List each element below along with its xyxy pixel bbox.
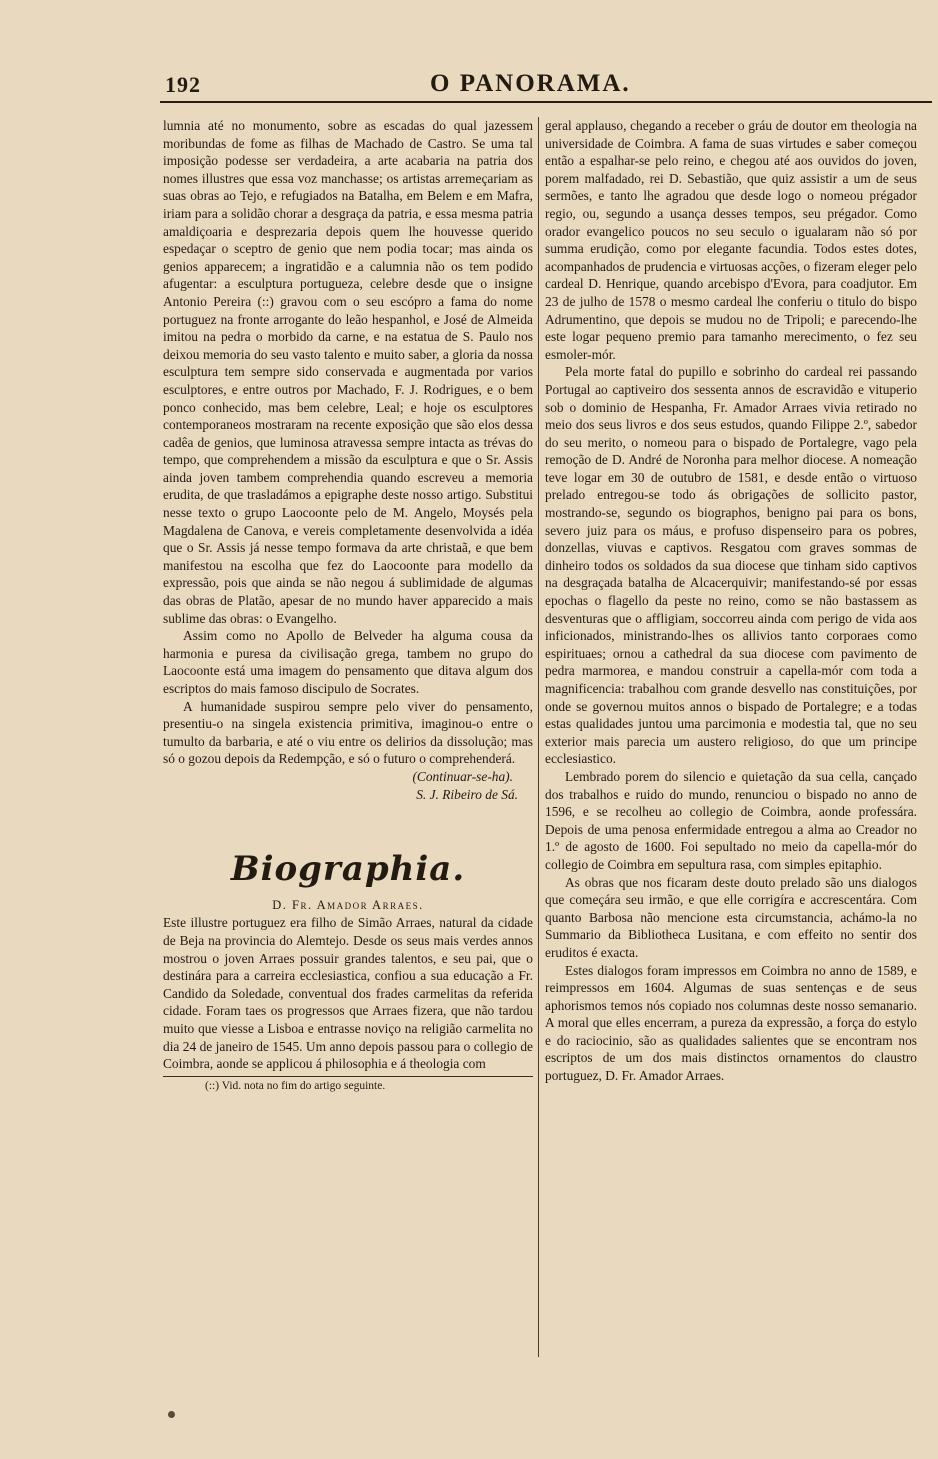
left-column [163,117,533,1093]
footnote-rule [163,1076,533,1077]
biography-paragraph: geral applauso, chegando a receber o gráu de doutor em theologia na universidade de Coimbra. A fama de suas virtudes e saber começou então a espalhar-se pelo reino, e chegou até aos ouvidos do joven, porem malfadado, rei D. Sebastião, que quiz assistir a um de seus sermões, e tanto lhe agradou que desde logo o nomeou prégador regio, ou, segundo a usança desses tempos, seu prégador. Como orador evangelico poucos no seu seculo o igualaram não só por summa erudição, como por elegante facundia. Todos estes dotes, acompanhados de prudencia e virtuosas acções, o fizeram eleger pelo cardeal D. Henrique, quando arcebispo d'Evora, para coadjutor. Em 23 de julho de 1578 o mesmo cardeal lhe conferiu o titulo do bispo Adrumentino, que depois se mudou no de Tripoli; e parecendo-lhe este logar pequeno premio para tamanho merecimento, o fez seu esmoler-mór. [545,118,917,362]
biography-paragraph: Estes dialogos foram impressos em Coimbra no anno de 1589, e reimpressos em 1604. Algumas de suas sentenças e de seus aphorismos temos nós copiado nos columnas deste nosso semanario. A moral que elles encerram, a pureza da expressão, a força do estylo e do raciocinio, são as qualidades salientes que se encontram nos escriptos de um dos mais distinctos ornamentos do claustro portuguez, D. Fr. Amador Arraes. [545,962,917,1084]
biography-paragraph: As obras que nos ficaram deste douto prelado são uns dialogos que começára seu irmão, e que elle corrigíra e accrescentára. Com quanto Barbosa não mencione esta circumstancia, achámo-la no Summario da Bibliotheca Lusitana, e com effeito no sentir dos eruditos é exacta. [545,874,917,960]
biography-subject: D. Fr. Amador Arraes. [272,897,424,912]
page-header [160,70,895,102]
biography-paragraph: Lembrado porem do silencio e quietação da sua cella, cançado dos trabalhos e ruido do mundo, renunciou o bispado no anno de 1596, e se recolheu ao collegio de Coimbra, aonde professára. Depois de uma penosa enfermidade entregou a alma ao Creador no 1.º de agosto de 1600. Foi sepultado no meio da capella-mór do collegio de Coimbra em sepultura rasa, com simples epitaphio. [545,768,917,872]
biography-paragraph: Este illustre portuguez era filho de Simão Arraes, natural da cidade de Beja na provincia do Alemtejo. Desde os seus mais verdes annos mostrou o joven Arraes possuir grandes talentos, e seu pai, que o destinára para a carreira ecclesiastica, confiou a sua educação a Fr. Candido da Soledade, conventual dos frades carmelitas da referida cidade. Foram taes os progressos que Arraes fizera, que não tardou muito que viesse a Lisboa e entrasse noviço na religião carmelita no dia 24 de janeiro de 1545. Um anno depois passou para o collegio de Coimbra, aonde se applicou á philosophia e á theologia com [163,915,533,1072]
biography-paragraph: Pela morte fatal do pupillo e sobrinho do cardeal rei passando Portugal ao captiveiro dos sessenta annos de escravidão e vituperio sob o dominio de Hespanha, Fr. Amador Arraes vivia retirado no meio dos seus livros e dos seus estudos, quando Filippe 2.º, sabedor do seu merito, o nomeou para o bispado de Portalegre, vago pela remoção de D. André de Noronha para melhor diocese. A nomeação teve logar em 30 de outubro de 1581, e desde então o virtuoso prelado entregou-se todo ás obrigações de sollicito pastor, mostrando-se, segundo os biographos, benigno pai para os bons, severo juiz para os máus, e profuso dispenseiro para os pobres, donzellas, viuvas e captivos. Resgatou com graves sommas de dinheiro todos os soldados da sua diocese que tinham sido captivos na desgraçada batalha de Alcacerquivir; manifestando-sé por essas epochas o flagello da peste no reino, como se não bastassem as desventuras que o affligiam, soccorreu ainda com perigo de vida aos inficionados, ministrando-lhes os allivios tanto corporaes como espirituaes; ornou a cathedral da sua diocese com pavimento de pedra marmorea, e mandou construir a capella-mór com toda a magnificencia: trabalhou com grande desvello nas constituições, por onde se governou muitos annos o bispado de Portalegre; e a todas estas qualidades juntou uma parcimonia e modestia tal, que no seu exterior mais parecia um austero religioso, do que um principe ecclesiastico. [545,364,917,767]
journal-title: O PANORAMA. [430,70,631,97]
continuation-note: (Continuar-se-ha). [412,768,513,784]
column-divider [538,117,539,1357]
page-number: 192 [165,72,201,97]
header-rule [160,101,932,103]
article-paragraph: Assim como no Apollo de Belveder ha alguma cousa da harmonia e puresa da civilisação grega, tambem no grupo do Laocoonte está uma imagem do pensamento que ditava algum dos escriptos do mais famoso discipulo de Socrates. [163,628,533,696]
article-paragraph: lumnia até no monumento, sobre as escadas do qual jazessem moribundas de fome as filhas de Machado de Castro. Se uma tal imposição podesse ser verdadeira, a arte acabaria na patria dos nomes illustres que essa voz manchasse; os artistas arremeçariam as suas obras ao Tejo, e refugiados na Batalha, em Belem e em Mafra, iriam para a solidão chorar a desgraça da patria, e essa mesma patria amaldiçoaria e desprezaria depois quem lhe houvesse querido espedaçar o sceptro de genio que nem podia tocar; mas ainda os genios apparecem; a ingratidão e a calumnia não os tem podido afugentar: a esculptura portugueza, celebre desde que o insigne Antonio Pereira (::) gravou com o seu escópro a fama do nome portuguez na fronte arrogante do leão hespanhol, e José de Almeida imitou na pedra o morbido da carne, e na estatua de S. Paulo nos deixou memoria do seu vasto talento e muito saber, a gloria da nossa esculptura tem sempre sido conservada e augmentada por varios esculptores, e entre outros por Machado, F. J. Rodrigues, e o bem ponco conhecido, mas bem celebre, Leal; e hoje os esculptores contemporaneos mostraram na recente exposição que são elos dessa cadêa de genios, que luminosa atravessa sempre intacta as trévas do tempo, que comprehendem a missão da esculptura e que o Sr. Assis ainda joven tambem comprehendia quando escreveu a memoria erudita, de que trasladámos a epigraphe deste nosso artigo. Substitui nesse texto o grupo Laocoonte pelo de M. Angelo, Moysés pela Magdalena de Canova, e vereis completamente desenvolvida a idéa que o Sr. Assis já nesse tempo formava da arte christaã, e que bem manifestou na escolha que fez do Laocoonte para modello da expressão, pois que ainda se não negou á sublimidade de algumas das obras de Platão, apesar de no mundo haver apparecido a mais sublime das obras: o Evangelho. [163,118,533,626]
ink-spot [168,1411,175,1418]
right-column [545,117,917,1085]
article-paragraph: A humanidade suspirou sempre pelo viver do pensamento, presentiu-o na singela existencia primitiva, imaginou-o entre o tumulto da barbaria, e até o viu entre os delirios da dissolução; mas só o gozou depois da Redempção, e só o futuro o comprehenderá. [163,698,533,767]
author-signature: S. J. Ribeiro de Sá. [416,786,518,802]
footnote: (::) Vid. nota no fim do artigo seguinte. [205,1079,386,1092]
section-title: Biographia. [230,849,466,890]
